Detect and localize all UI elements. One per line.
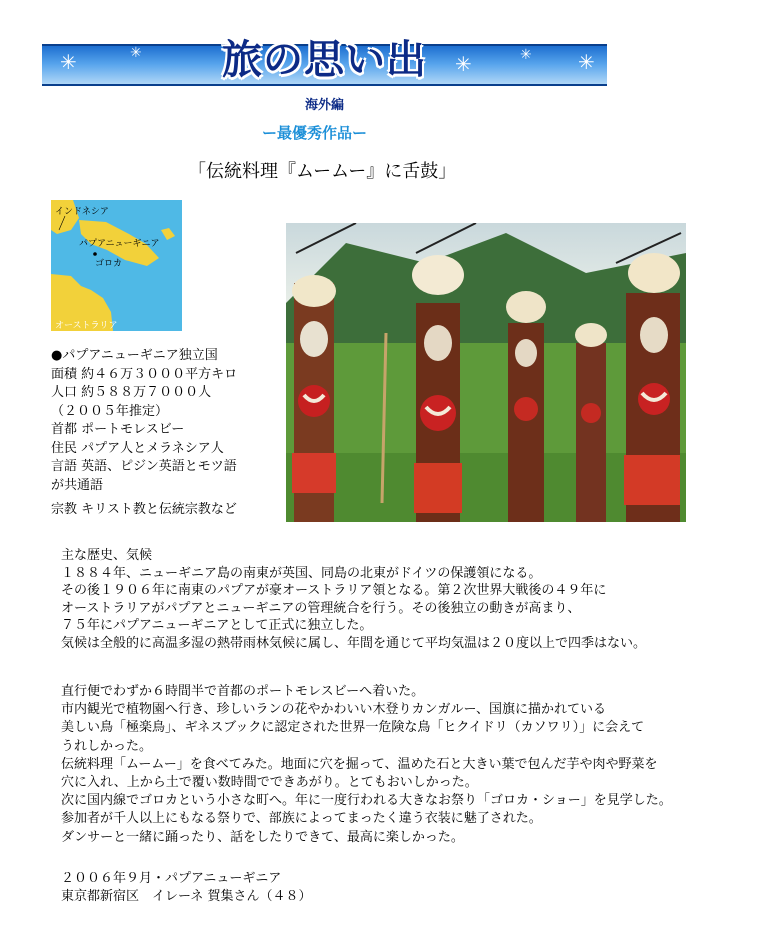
fact-line: 首都 ポートモレスビー [51, 422, 185, 437]
map-label-indonesia: インドネシア [55, 207, 109, 217]
travel-story [61, 683, 672, 847]
author-signature [61, 870, 311, 906]
island-landmass [161, 228, 175, 240]
story-line: 穴に入れ、上から土で覆い数時間でできあがり。とてもおいしかった。 [61, 775, 478, 791]
history-line: 気候は全般的に高温多湿の熱帯雨林気候に属し、年間を通じて平均気温は２０度以上で四季はない。 [61, 635, 647, 651]
article-headline: 「伝統料理『ムームー』に舌鼓」 [188, 161, 457, 182]
banner-title: 旅の思い出 [222, 36, 427, 83]
author-name: 東京都新宿区 イレーネ 賀集さん（４８） [61, 889, 312, 904]
banner-underline [42, 84, 607, 86]
history-line: その後１９０６年に南東のパプアが豪オーストラリア領となる。第２次世界大戦後の４９年に [61, 583, 607, 598]
map-label-australia: オーストラリア [55, 321, 118, 331]
sparkle-icon: ✳ [520, 47, 532, 63]
fact-line: が共通語 [51, 477, 104, 493]
fact-line: ●パプアニューギニア独立国 [51, 348, 218, 363]
story-line: 次に国内線でゴロカという小さな町へ。年に一度行われる大きなお祭り「ゴロカ・ショー」を見学した。 [61, 793, 672, 809]
history-line: オーストラリアがパプアとニューギニアの管理統合を行う。その後独立の動きが高まり、 [61, 600, 581, 616]
story-line: 直行便でわずか６時間半で首都のポートモレスビーへ着いた。 [61, 684, 425, 699]
history-heading: 主な歴史、気候 [61, 548, 153, 563]
story-line: 市内観光で植物園へ行き、珍しいランの花やかわいい木登りカンガルー、国旗に描かれている [61, 702, 606, 718]
location-map [51, 200, 182, 331]
fact-line: 人口 約５８８万７０００人 [51, 385, 212, 400]
dancers-illustration [286, 223, 686, 522]
award-label: ー最優秀作品ー [262, 124, 368, 142]
festival-photo [286, 223, 686, 522]
fact-line: （２００５年推定） [51, 403, 169, 419]
fact-line: 言語 英語、ピジン英語とモツ語 [51, 459, 237, 474]
story-line: うれしかった。 [61, 738, 153, 754]
sparkle-icon: ✳ [60, 50, 77, 74]
sparkle-icon: ✳ [578, 50, 595, 74]
history-line: １８８４年、ニューギニア島の南東が英国、同島の北東がドイツの保護領になる。 [61, 565, 542, 581]
history-section [61, 547, 646, 652]
travel-date: ２００６年９月・パプアニューギニア [61, 871, 282, 886]
history-line: ７５年にパプアニューギニアとして正式に独立した。 [61, 618, 373, 633]
story-line: 参加者が千人以上にもなる祭りで、部族によってまったく違う衣装に魅了された。 [61, 811, 542, 827]
country-fact-sheet [51, 347, 237, 520]
fact-line: 住民 パプア人とメラネシア人 [51, 440, 224, 456]
story-line: 美しい鳥「極楽鳥」、ギネスブックに認定された世界一危険な鳥「ヒクイドリ（カソワリ）」に会えて [61, 720, 645, 736]
fact-line: 面積 約４６万３０００平方キロ [51, 366, 238, 382]
sparkle-icon: ✳ [130, 45, 142, 61]
fact-line: 宗教 キリスト教と伝統宗教など [51, 502, 237, 517]
map-label-png: パプアニューギニア [79, 239, 160, 249]
story-line: ダンサーと一緒に踊ったり、話をしたりできて、最高に楽しかった。 [61, 829, 464, 845]
banner-subtitle: 海外編 [305, 98, 345, 113]
map-label-goroka: ゴロカ [95, 259, 123, 269]
story-line: 伝統料理「ムームー」を食べてみた。地面に穴を掘って、温めた石と大きい葉で包んだ芋や肉や野菜を [61, 756, 658, 772]
sparkle-icon: ✳ [455, 52, 472, 76]
